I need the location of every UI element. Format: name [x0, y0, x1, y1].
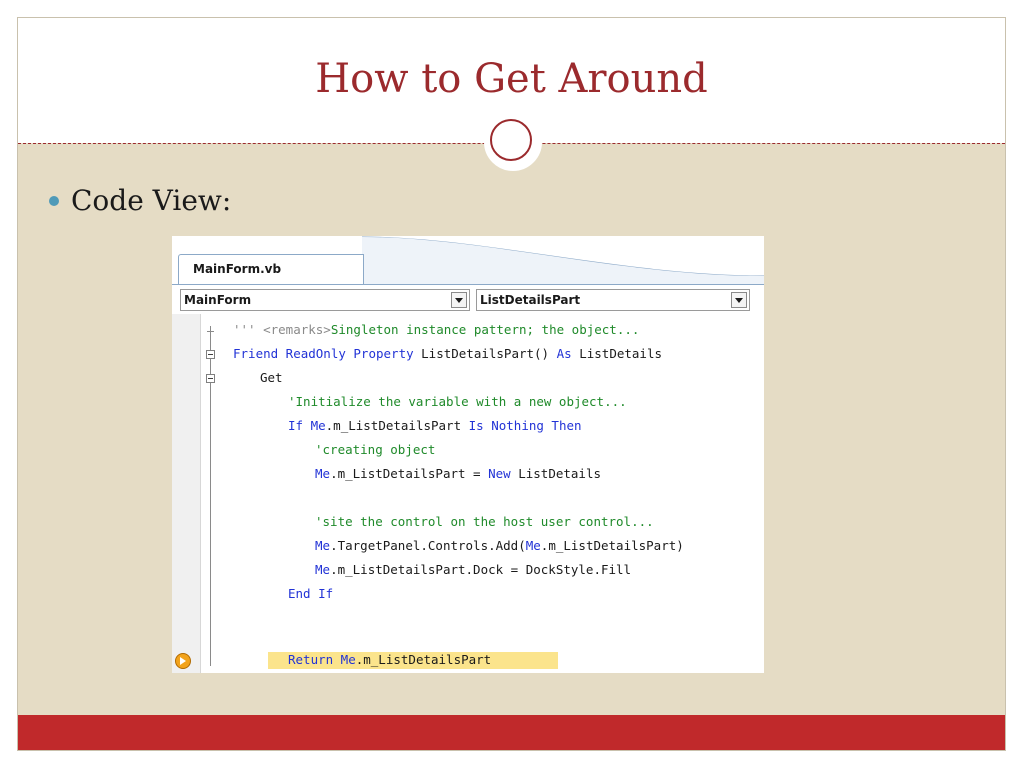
member-dropdown[interactable]: [476, 289, 750, 311]
navigation-bar: [172, 284, 764, 315]
code-line: Me.TargetPanel.Controls.Add(Me.m_ListDetailsPart): [315, 538, 684, 553]
bullet-icon: [49, 196, 59, 206]
breakpoint-arrow-icon[interactable]: [175, 653, 191, 669]
class-dropdown[interactable]: [180, 289, 470, 311]
chevron-down-icon[interactable]: [731, 292, 747, 308]
slide: [17, 17, 1006, 751]
code-line: 'site the control on the host user control...: [315, 514, 654, 529]
bullet-text: Code View:: [71, 184, 232, 217]
member-dropdown-value: ListDetailsPart: [480, 293, 581, 307]
code-line: Friend ReadOnly Property ListDetailsPart() As ListDetails: [233, 346, 662, 361]
tab-label: MainForm.vb: [193, 262, 282, 276]
slide-title: How to Get Around: [315, 56, 708, 102]
class-dropdown-value: MainForm: [184, 293, 252, 307]
code-line: Get: [260, 370, 283, 385]
ornament-ring-icon: [490, 119, 532, 161]
code-line-current: Return Me.m_ListDetailsPart: [288, 652, 492, 667]
tab-strip: [172, 236, 764, 284]
code-line: Me.m_ListDetailsPart.Dock = DockStyle.Fill: [315, 562, 632, 577]
code-line: ''' <remarks>Singleton instance pattern; the object...: [233, 322, 640, 337]
tab-strip-curve-icon: [362, 236, 764, 284]
code-line: End If: [288, 586, 334, 601]
outline-tick: [207, 331, 214, 332]
code-line: 'creating object: [315, 442, 436, 457]
code-area[interactable]: [172, 314, 764, 673]
code-line: Me.m_ListDetailsPart = New ListDetails: [315, 466, 601, 481]
footer-bar: [18, 715, 1005, 750]
bullet-item: [49, 184, 231, 217]
code-line: 'Initialize the variable with a new object...: [288, 394, 627, 409]
code-line: If Me.m_ListDetailsPart Is Nothing Then: [288, 418, 582, 433]
chevron-down-icon[interactable]: [451, 292, 467, 308]
collapse-icon[interactable]: [206, 350, 215, 359]
code-editor-screenshot: [172, 236, 764, 673]
collapse-icon[interactable]: [206, 374, 215, 383]
indicator-margin[interactable]: [172, 314, 201, 673]
